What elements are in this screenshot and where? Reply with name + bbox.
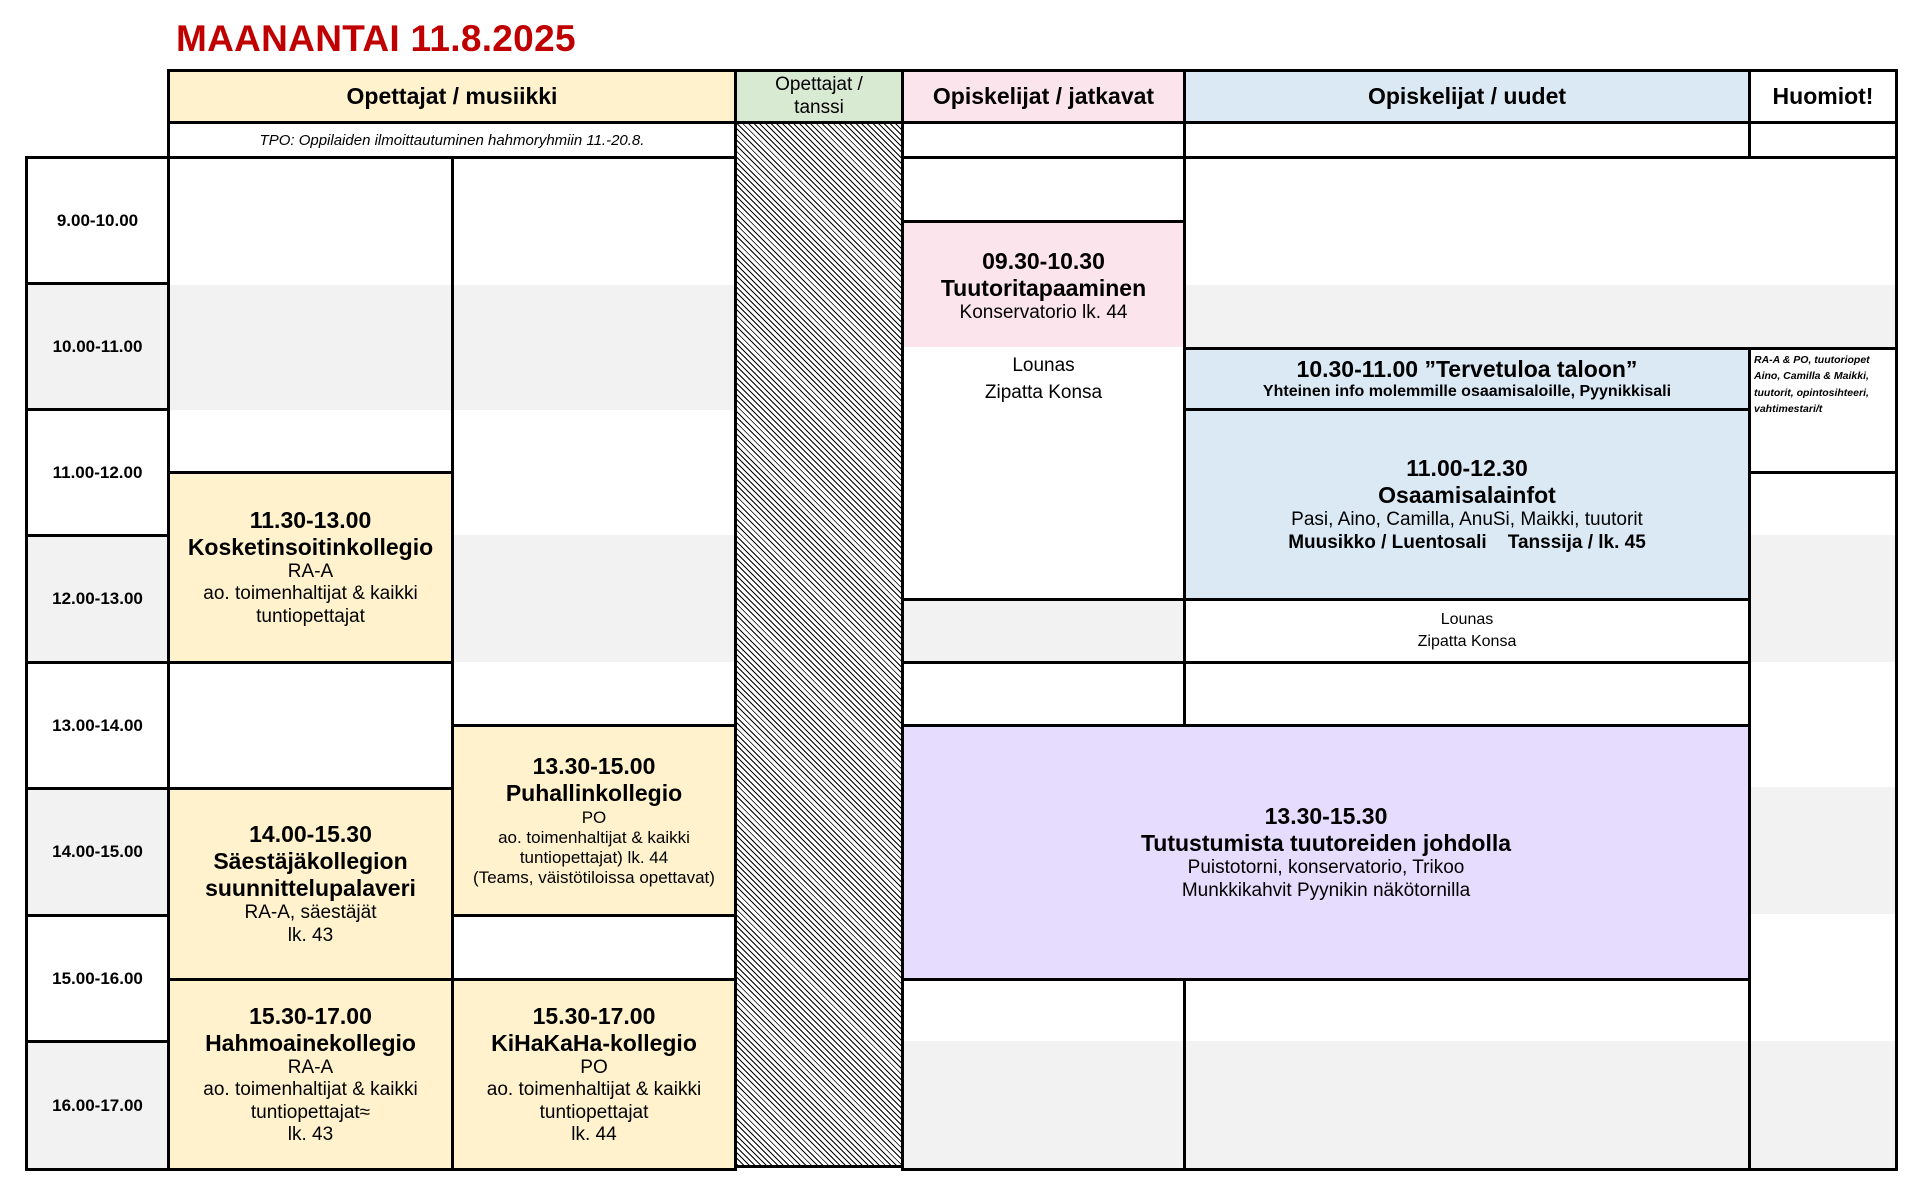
empty-cell bbox=[1183, 121, 1751, 159]
header-teachers-dance: Opettajat / tanssi bbox=[734, 69, 904, 124]
event-detail: ao. toimenhaltijat & kaikki bbox=[203, 583, 418, 605]
event-detail: lk. 43 bbox=[287, 1124, 334, 1146]
empty-cell bbox=[901, 598, 1186, 664]
header-teachers-music: Opettajat / musiikki bbox=[167, 69, 737, 124]
event-detail: RA-A, säestäjät bbox=[244, 902, 377, 924]
event-tuutoritapaaminen[interactable] bbox=[901, 220, 1186, 350]
empty-cell bbox=[167, 156, 454, 474]
event-detail: RA-A bbox=[287, 561, 334, 583]
empty-cell bbox=[1748, 471, 1898, 1171]
dance-column-hatched bbox=[734, 121, 904, 1168]
empty-cell bbox=[1183, 661, 1751, 727]
time-slot: 16.00-17.00 bbox=[25, 1040, 170, 1171]
event-time: 11.00-12.30 bbox=[1406, 454, 1528, 481]
time-slot: 13.00-14.00 bbox=[25, 661, 170, 790]
header-students-new: Opiskelijat / uudet bbox=[1183, 69, 1751, 124]
event-detail: Puistotorni, konservatorio, Trikoo bbox=[1187, 857, 1465, 879]
time-slot: 14.00-15.00 bbox=[25, 787, 170, 917]
event-title: suunnittelupalaveri bbox=[205, 875, 416, 902]
event-time: 13.30-15.30 bbox=[1264, 802, 1388, 829]
event-detail: Pasi, Aino, Camilla, AnuSi, Maikki, tuutorit bbox=[1291, 509, 1643, 531]
page-title: MAANANTAI 11.8.2025 bbox=[176, 18, 576, 59]
event-detail: tuntiopettajat≈ bbox=[250, 1101, 371, 1123]
event-detail: Munkkikahvit Pyynikin näkötornilla bbox=[1181, 879, 1471, 901]
empty-cell bbox=[167, 661, 454, 790]
event-detail: tuntiopettajat bbox=[256, 605, 365, 627]
event-title: Tuutoritapaaminen bbox=[940, 275, 1147, 302]
event-detail: lk. 44 bbox=[571, 1124, 617, 1146]
event-title: Puhallinkollegio bbox=[505, 780, 683, 807]
event-title: Säestäjäkollegion bbox=[213, 848, 408, 875]
time-slot: 12.00-13.00 bbox=[25, 534, 170, 664]
lunch-new bbox=[1183, 598, 1751, 664]
empty-cell bbox=[901, 121, 1186, 159]
empty-cell bbox=[1183, 156, 1898, 350]
event-title: Hahmoainekollegio bbox=[205, 1029, 416, 1056]
event-detail: RA-A bbox=[287, 1056, 334, 1078]
event-title: Kosketinsoitinkollegio bbox=[187, 533, 434, 560]
time-slot: 9.00-10.00 bbox=[25, 156, 170, 285]
event-detail: lk. 43 bbox=[287, 924, 334, 946]
time-slot: 10.00-11.00 bbox=[25, 282, 170, 411]
empty-cell bbox=[901, 661, 1186, 727]
empty-cell bbox=[901, 978, 1186, 1171]
side-note: RA-A & PO, tuutoriopet Aino, Camilla & Maikki, tuutorit, opintosihteeri, vahtimestari/t bbox=[1748, 347, 1898, 474]
event-time: 09.30-10.30 bbox=[982, 248, 1105, 275]
event-puhallinkollegio[interactable] bbox=[451, 724, 737, 917]
lunch-label: Lounas bbox=[1012, 355, 1075, 376]
lunch-place: Zipatta Konsa bbox=[984, 381, 1103, 403]
event-saestajakollegio[interactable] bbox=[167, 787, 454, 981]
lunch-place: Zipatta Konsa bbox=[1417, 633, 1517, 650]
event-detail: PO bbox=[580, 1056, 608, 1078]
event-detail: Yhteinen info molemmille osaamisaloille, Pyynikkisali bbox=[1262, 383, 1672, 401]
event-title: 10.30-11.00 ”Tervetuloa taloon” bbox=[1296, 356, 1638, 382]
event-detail: tuntiopettajat) lk. 44 bbox=[519, 847, 669, 867]
event-title: Tutustumista tuutoreiden johdolla bbox=[1140, 830, 1512, 857]
empty-cell bbox=[1183, 978, 1751, 1171]
event-detail: ao. toimenhaltijat & kaikki bbox=[498, 827, 690, 847]
event-detail: tuntiopettajat bbox=[539, 1101, 649, 1123]
lunch-continuing bbox=[901, 347, 1186, 601]
event-time: 15.30-17.00 bbox=[532, 1002, 656, 1029]
header-students-continuing: Opiskelijat / jatkavat bbox=[901, 69, 1186, 124]
event-detail: ao. toimenhaltijat & kaikki bbox=[203, 1079, 418, 1101]
empty-cell bbox=[901, 156, 1186, 223]
event-detail: (Teams, väistötiloissa opettavat) bbox=[473, 867, 715, 887]
lunch-label: Lounas bbox=[1440, 610, 1494, 628]
empty-cell bbox=[451, 914, 737, 981]
time-slot: 15.00-16.00 bbox=[25, 914, 170, 1043]
time-slot: 11.00-12.00 bbox=[25, 408, 170, 537]
event-kihakaha-kollegio[interactable] bbox=[451, 978, 737, 1171]
event-detail: PO bbox=[581, 807, 607, 827]
header-notes: Huomiot! bbox=[1748, 69, 1898, 124]
tpo-note: TPO: Oppilaiden ilmoittautuminen hahmoryhmiin 11.-20.8. bbox=[167, 121, 737, 159]
empty-cell bbox=[1748, 121, 1898, 159]
event-hahmoainekollegio[interactable] bbox=[167, 978, 454, 1171]
event-time: 11.30-13.00 bbox=[249, 506, 372, 533]
event-kosketinsoitinkollegio[interactable] bbox=[167, 471, 454, 664]
event-title: Osaamisalainfot bbox=[1378, 482, 1556, 509]
event-detail: Konservatorio lk. 44 bbox=[959, 302, 1128, 324]
empty-cell bbox=[451, 156, 737, 727]
event-osaamisalainfot[interactable] bbox=[1183, 408, 1751, 601]
event-time: 14.00-15.30 bbox=[249, 820, 372, 847]
event-time: 13.30-15.00 bbox=[532, 753, 656, 780]
event-title: KiHaKaHa-kollegio bbox=[491, 1029, 697, 1056]
event-time: 15.30-17.00 bbox=[249, 1002, 372, 1029]
event-tutustuminen[interactable] bbox=[901, 724, 1751, 981]
event-tervetuloa-taloon[interactable] bbox=[1183, 347, 1751, 411]
event-detail: Muusikko / Luentosali Tanssija / lk. 45 bbox=[1288, 531, 1646, 553]
event-detail: ao. toimenhaltijat & kaikki bbox=[486, 1079, 702, 1101]
